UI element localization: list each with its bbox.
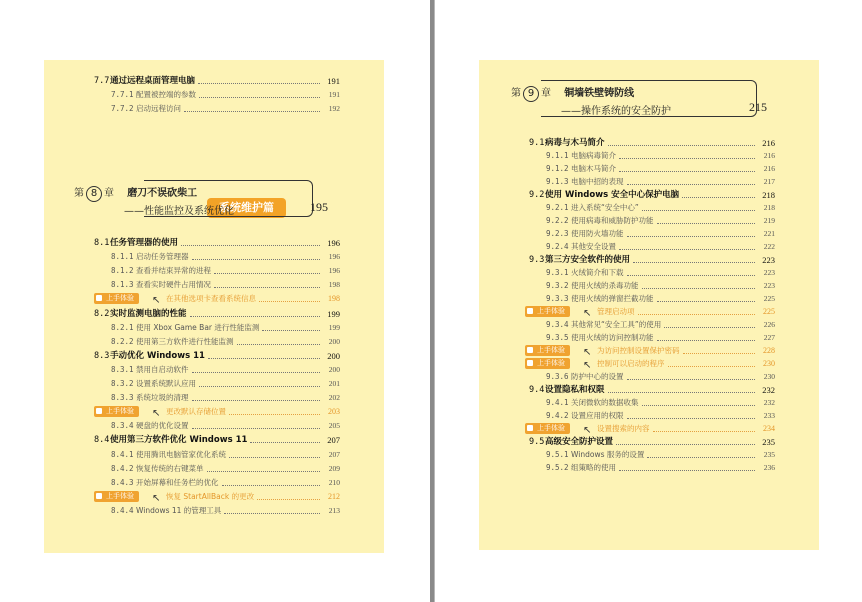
dot-leader [222,477,321,486]
toc-number: 9.5.1 [546,450,569,459]
toc-row[interactable] [479,137,819,149]
cursor-icon: ↖ [152,295,161,307]
dot-leader [190,308,320,317]
toc-title: 进入系统“安全中心” [571,203,639,212]
cursor-icon: ↖ [152,492,161,504]
chapter-page: 215 [749,100,767,114]
toc-row[interactable] [479,436,819,448]
toc-title: 查看实时硬件占用情况 [136,280,211,290]
try-it-badge: 上手体验 [525,423,570,434]
dot-leader [668,358,756,367]
toc-number: 7.7.2 [111,104,134,113]
toc-number: 9.2.3 [546,229,569,238]
toc-title: 通过远程桌面管理电脑 [110,76,196,86]
toc-page-number: 196 [328,266,340,276]
toc-number: 9.2.4 [546,242,569,251]
toc-page-number: 236 [763,463,775,472]
toc-title: Windows 11 的管理工具 [136,505,222,515]
dot-leader [619,163,755,172]
toc-page-number: 228 [763,346,775,355]
toc-page-number: 235 [763,450,775,459]
toc-row[interactable] [479,215,819,227]
toc-row[interactable] [44,505,384,517]
right-toc-panel [479,60,819,550]
dot-leader [237,336,321,345]
toc-number: 8.1.1 [111,252,134,262]
dot-leader [633,254,755,263]
toc-page-number: 225 [763,294,775,303]
toc-number: 9.5.2 [546,463,569,472]
toc-row[interactable] [479,202,819,214]
dot-leader [208,350,320,359]
toc-title: 电脑病毒简介 [571,151,616,160]
toc-number: 8.3 [94,350,110,361]
toc-row[interactable] [44,392,384,404]
toc-row[interactable] [44,420,384,432]
toc-row[interactable] [479,254,819,266]
dot-leader [257,491,320,500]
toc-number: 9.3.4 [546,320,569,329]
dot-leader [262,322,320,331]
toc-number: 9.4.1 [546,398,569,407]
left-toc-panel [44,60,384,553]
toc-number: 9.2.1 [546,203,569,212]
toc-row[interactable] [479,293,819,305]
toc-page-number: 221 [763,229,775,238]
dot-leader [619,241,755,250]
toc-number: 8.1.3 [111,280,134,290]
dot-leader [627,371,756,380]
toc-page-number: 200 [327,350,340,361]
toc-number: 9.1.1 [546,151,569,160]
toc-title: 启动任务管理器 [136,252,189,262]
dot-leader [683,345,756,354]
dot-leader [638,306,756,315]
toc-title: 使用火绒的访问控制功能 [571,333,654,342]
try-it-badge: 上手体验 [94,406,139,417]
toc-row[interactable] [44,265,384,277]
dot-leader [627,176,756,185]
toc-title: 控制可以启动的程序 [597,359,665,368]
toc-title: 使用第三方软件优化 Windows 11 [110,435,248,446]
toc-title: 启动远程访问 [136,104,181,113]
toc-page-number: 218 [763,203,775,212]
toc-row[interactable] [44,350,384,362]
toc-page-number: 196 [328,252,340,262]
toc-page-number: 191 [328,90,340,99]
toc-title: 其他安全设置 [571,242,616,251]
dot-leader [653,423,756,432]
toc-number: 8.3.3 [111,393,134,403]
right-page [434,0,862,602]
toc-page-number: 227 [763,333,775,342]
toc-row[interactable] [44,322,384,334]
chapter-prefix: 第 [74,188,84,199]
toc-page-number: 232 [762,385,775,395]
toc-row[interactable] [44,477,384,489]
chapter-prefix: 第 [511,88,521,99]
toc-number: 9.5 [529,437,545,447]
toc-number: 9.4.2 [546,411,569,420]
dot-leader [664,319,755,328]
dot-leader [627,410,756,419]
toc-title: 设置系统默认应用 [136,379,196,388]
toc-row[interactable] [479,384,819,396]
toc-row[interactable] [479,462,819,474]
toc-title: 在其他选项卡查看系统信息 [166,294,256,304]
toc-title: 开始屏幕和任务栏的优化 [136,477,219,487]
dot-leader [657,293,756,302]
toc-title: 第三方安全软件的使用 [545,255,631,265]
dot-leader [214,265,320,274]
dot-leader [250,434,320,443]
cursor-icon: ↖ [583,360,592,371]
try-it-badge: 上手体验 [525,306,570,317]
toc-number: 9.4 [529,385,545,395]
toc-row[interactable] [44,279,384,291]
toc-row[interactable] [44,308,384,320]
dot-leader [642,397,756,406]
toc-row[interactable] [44,103,384,115]
toc-title: 高级安全防护设置 [545,437,614,447]
toc-title: 系统垃圾的清理 [136,393,189,403]
toc-page-number: 219 [763,216,775,225]
toc-number: 8.4.1 [111,449,134,459]
toc-number: 8.2.2 [111,336,134,346]
toc-row[interactable] [479,176,819,188]
toc-number: 8.4 [94,435,110,446]
toc-tip-row[interactable] [479,423,819,435]
chapter-subtitle: ——操作系统的安全防护 [561,106,671,117]
dot-leader [608,137,755,146]
toc-page-number: 201 [328,379,340,388]
toc-row[interactable] [479,189,819,201]
toc-page-number: 191 [327,76,340,86]
toc-row[interactable] [479,397,819,409]
toc-title: 查看并结束异常的进程 [136,266,211,276]
toc-title: 恢复 StartAllBack 的更改 [166,491,255,501]
toc-row[interactable] [479,371,819,383]
chapter-suffix: 章 [104,188,114,199]
toc-number: 7.7 [94,76,110,86]
toc-title: 设置应用的权限 [571,411,624,420]
dot-leader [627,228,756,237]
toc-page-number: 235 [762,437,775,447]
toc-title: 使用防火墙功能 [571,229,624,238]
toc-page-number: 200 [328,336,340,346]
toc-page-number: 223 [763,268,775,277]
toc-row[interactable] [479,150,819,162]
dot-leader [657,215,756,224]
toc-title: Windows 服务的设置 [571,450,645,459]
toc-row[interactable] [44,75,384,87]
toc-row[interactable] [479,228,819,240]
toc-title: 恢复传统的右键菜单 [136,463,204,473]
toc-page-number: 217 [763,177,775,186]
toc-title: 禁用自启动软件 [136,364,189,374]
try-it-badge: 上手体验 [94,491,139,502]
toc-page-number: 226 [763,320,775,329]
chapter-number: 8 [86,186,102,202]
toc-page-number: 230 [763,372,775,381]
toc-number: 9.1 [529,138,545,148]
dot-leader [192,364,321,373]
dot-leader [616,436,755,445]
toc-row[interactable] [44,463,384,475]
toc-page-number: 192 [328,104,340,113]
toc-number: 9.3.3 [546,294,569,303]
dot-leader [198,75,320,84]
dot-leader [642,202,755,211]
toc-title: 其他常见“安全工具”的使用 [571,320,662,329]
toc-number: 8.4.3 [111,477,134,487]
toc-row[interactable] [479,449,819,461]
toc-title: 配置被控端的参数 [136,90,196,99]
toc-tip-row[interactable] [44,491,384,503]
toc-row[interactable] [44,251,384,263]
toc-page-number: 209 [328,463,340,473]
toc-title: 使用病毒和威胁防护功能 [571,216,654,225]
toc-number: 9.1.2 [546,164,569,173]
toc-number: 9.3.2 [546,281,569,290]
toc-tip-row[interactable] [44,406,384,418]
toc-page-number: 196 [327,238,340,248]
toc-page-number: 198 [328,294,340,304]
dot-leader [657,332,756,341]
toc-page-number: 212 [328,491,340,501]
dot-leader [192,251,321,260]
toc-number: 9.3 [529,255,545,265]
toc-number: 8.4.2 [111,463,134,473]
toc-page-number: 232 [763,398,775,407]
dot-leader [619,150,755,159]
toc-number: 8.1 [94,238,110,248]
try-it-badge: 上手体验 [525,358,570,369]
toc-number: 8.4.4 [111,505,134,515]
toc-page-number: 203 [328,407,340,417]
toc-title: 任务管理器的使用 [110,238,179,248]
cursor-icon: ↖ [152,408,161,420]
cursor-icon: ↖ [583,308,592,319]
toc-title: 硬盘的优化设置 [136,421,189,431]
dot-leader [642,280,756,289]
toc-page-number: 205 [328,421,340,431]
toc-row[interactable] [479,163,819,175]
dot-leader [181,237,320,246]
toc-page-number: 202 [328,393,340,403]
toc-number: 9.3.6 [546,372,569,381]
toc-row[interactable] [44,434,384,446]
toc-title: 电脑中招的表现 [571,177,624,186]
toc-title: 设置搜索的内容 [597,424,650,433]
toc-tip-row[interactable] [479,345,819,357]
toc-number: 8.2.1 [111,322,134,332]
dot-leader [682,189,755,198]
toc-row[interactable] [479,319,819,331]
toc-page-number: 199 [328,322,340,332]
toc-title: 使用 Windows 安全中心保护电脑 [545,190,680,200]
dot-leader [259,293,320,302]
toc-row[interactable] [479,280,819,292]
chapter-title: 磨刀不误砍柴工 [127,188,198,199]
toc-title: 为访问控制设置保护密码 [597,346,680,355]
cursor-icon: ↖ [583,425,592,436]
toc-row[interactable] [44,336,384,348]
toc-page-number: 223 [762,255,775,265]
dot-leader [207,463,321,472]
toc-title: 电脑木马简介 [571,164,616,173]
toc-page-number: 216 [763,151,775,160]
toc-row[interactable] [44,237,384,249]
dot-leader [192,392,321,401]
toc-number: 8.3.2 [111,379,134,388]
dot-leader [619,462,755,471]
dot-leader [184,103,320,112]
toc-title: 使用 Xbox Game Bar 进行性能监测 [136,322,260,332]
toc-title: 使用腾讯电脑管家优化系统 [136,449,226,459]
toc-page-number: 213 [328,505,340,515]
toc-page-number: 223 [763,281,775,290]
toc-page-number: 230 [763,359,775,368]
toc-tip-row[interactable] [479,358,819,370]
dot-leader [199,89,320,98]
dot-leader [192,420,321,429]
dot-leader [224,505,320,514]
chapter-number: 9 [523,86,539,102]
try-it-badge: 上手体验 [525,345,570,356]
toc-page-number: 216 [762,138,775,148]
toc-title: 火绒简介和下载 [571,268,624,277]
toc-page-number: 218 [762,190,775,200]
toc-page-number: 234 [763,424,775,433]
toc-number: 9.2.2 [546,216,569,225]
cursor-icon: ↖ [583,347,592,358]
toc-tip-row[interactable] [44,293,384,305]
toc-page-number: 210 [328,477,340,487]
toc-row[interactable] [479,241,819,253]
toc-row[interactable] [44,378,384,390]
toc-number: 9.3.5 [546,333,569,342]
toc-number: 9.2 [529,190,545,200]
toc-number: 8.1.2 [111,266,134,276]
toc-title: 手动优化 Windows 11 [110,350,205,361]
dot-leader [214,279,320,288]
toc-page-number: 198 [328,280,340,290]
toc-row[interactable] [479,410,819,422]
toc-row[interactable] [479,332,819,344]
toc-page-number: 233 [763,411,775,420]
toc-page-number: 200 [328,364,340,374]
dot-leader [608,384,755,393]
toc-number: 8.3.1 [111,364,134,374]
toc-page-number: 216 [763,164,775,173]
toc-page-number: 225 [763,307,775,316]
toc-row[interactable] [44,364,384,376]
toc-number: 7.7.1 [111,90,134,99]
toc-title: 使用火绒的杀毒功能 [571,281,639,290]
toc-tip-row[interactable] [479,306,819,318]
toc-page-number: 207 [327,435,340,446]
toc-title: 病毒与木马简介 [545,138,605,148]
toc-number: 8.2 [94,308,110,319]
toc-title: 使用第三方软件进行性能监测 [136,336,234,346]
dot-leader [647,449,755,458]
toc-title: 防护中心的设置 [571,372,624,381]
toc-title: 更改默认存储位置 [166,407,226,417]
toc-number: 9.3.1 [546,268,569,277]
chapter-subtitle: ——性能监控及系统优化 [124,206,234,217]
toc-title: 关闭微软的数据收集 [571,398,639,407]
chapter-suffix: 章 [541,88,551,99]
dot-leader [229,449,320,458]
toc-row[interactable] [479,267,819,279]
toc-number: 8.3.4 [111,421,134,431]
toc-number: 9.1.3 [546,177,569,186]
toc-title: 实时监测电脑的性能 [110,308,187,319]
toc-row[interactable] [44,449,384,461]
toc-title: 管理启动项 [597,307,635,316]
toc-title: 设置隐私和权限 [545,385,605,395]
toc-page-number: 222 [763,242,775,251]
dot-leader [199,378,320,387]
toc-title: 组策略的使用 [571,463,616,472]
chapter-page: 195 [310,200,328,214]
toc-row[interactable] [44,89,384,101]
chapter-title: 铜墙铁壁铸防线 [564,88,635,99]
toc-page-number: 199 [327,308,340,319]
toc-page-number: 207 [328,449,340,459]
part-label: 系统维护篇 [207,198,286,218]
toc-title: 使用火绒的弹窗拦截功能 [571,294,654,303]
dot-leader [229,406,320,415]
dot-leader [627,267,756,276]
try-it-badge: 上手体验 [94,293,139,304]
